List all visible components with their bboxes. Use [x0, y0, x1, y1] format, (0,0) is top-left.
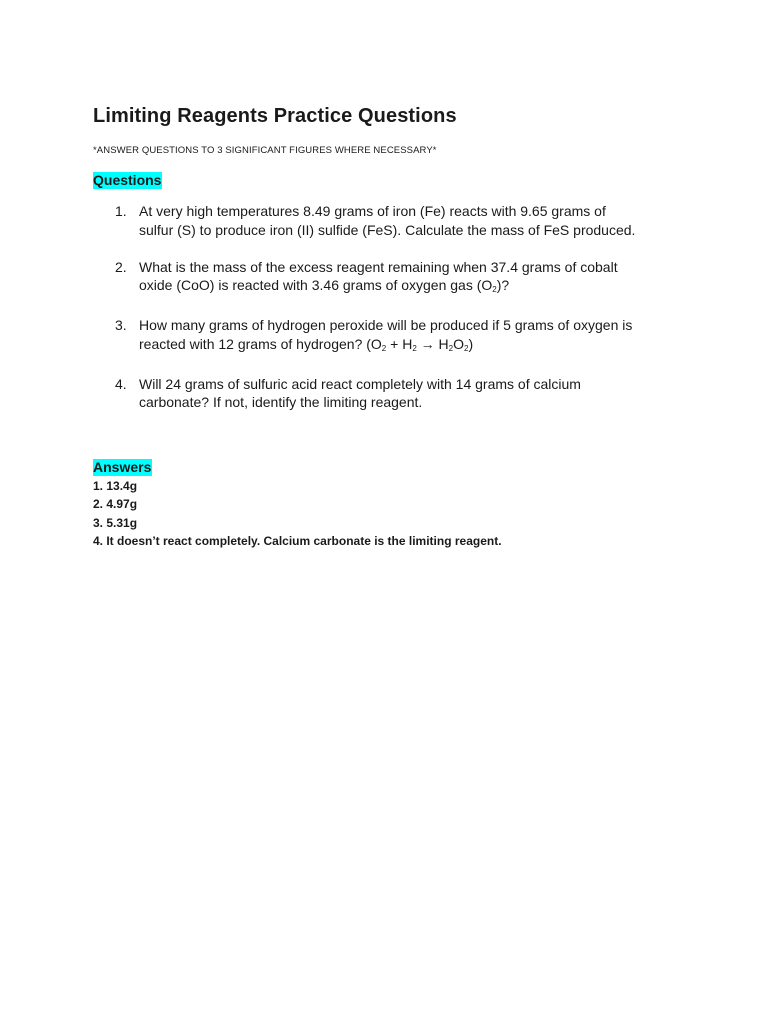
page-title: Limiting Reagents Practice Questions — [93, 105, 457, 127]
question-item — [115, 316, 675, 356]
text-segment: + H — [386, 335, 413, 352]
text-segment: reacted with 12 grams of hydrogen? (O — [139, 335, 382, 352]
text-segment: oxide (CoO) is reacted with 3.46 grams of oxygen gas (O — [139, 277, 493, 293]
text-segment: → H — [416, 335, 449, 352]
answer-item: 1. 13.4g — [93, 479, 138, 493]
subscript: 2 — [448, 343, 454, 353]
text-segment: O — [453, 335, 465, 352]
instructions-note: *ANSWER QUESTIONS TO 3 SIGNIFICANT FIGURES WHERE NECESSARY* — [93, 145, 437, 156]
question-number: 3. — [115, 317, 127, 333]
question-text-line: What is the mass of the excess reagent remaining when 37.4 grams of cobalt — [139, 258, 618, 275]
questions-list — [115, 202, 675, 430]
question-number: 2. — [115, 258, 127, 275]
question-text-line — [139, 335, 675, 357]
question-item — [115, 258, 675, 298]
question-text-line: How many grams of hydrogen peroxide will be produced if 5 grams of oxygen is — [139, 317, 633, 333]
question-number: 1. — [115, 203, 127, 219]
question-text-line: carbonate? If not, identify the limiting reagent. — [139, 394, 423, 410]
subscript: 2 — [492, 285, 497, 294]
answers-list — [93, 477, 502, 550]
subscript: 2 — [464, 343, 469, 353]
text-segment: )? — [496, 277, 510, 293]
questions-heading-label: Questions — [93, 172, 162, 188]
answer-item: 3. 5.31g — [93, 515, 138, 530]
question-text-line: sulfur (S) to produce iron (II) sulfide (FeS). Calculate the mass of FeS produced. — [139, 221, 636, 238]
questions-heading — [93, 170, 162, 190]
question-item — [115, 202, 675, 239]
question-text-line — [139, 276, 675, 298]
question-number: 4. — [115, 375, 127, 392]
subscript: 2 — [412, 343, 417, 353]
subscript: 2 — [381, 343, 387, 353]
question-item — [115, 375, 675, 412]
question-text-line: Will 24 grams of sulfuric acid react completely with 14 grams of calcium — [139, 375, 581, 392]
text-segment: ) — [468, 335, 474, 352]
answer-item: 2. 4.97g — [93, 497, 138, 512]
answers-heading-label: Answers — [93, 459, 152, 475]
answers-heading — [93, 457, 152, 477]
answer-item: 4. It doesn’t react completely. Calcium carbonate is the limiting reagent. — [93, 533, 502, 548]
question-text-line: At very high temperatures 8.49 grams of iron (Fe) reacts with 9.65 grams of — [139, 203, 606, 219]
